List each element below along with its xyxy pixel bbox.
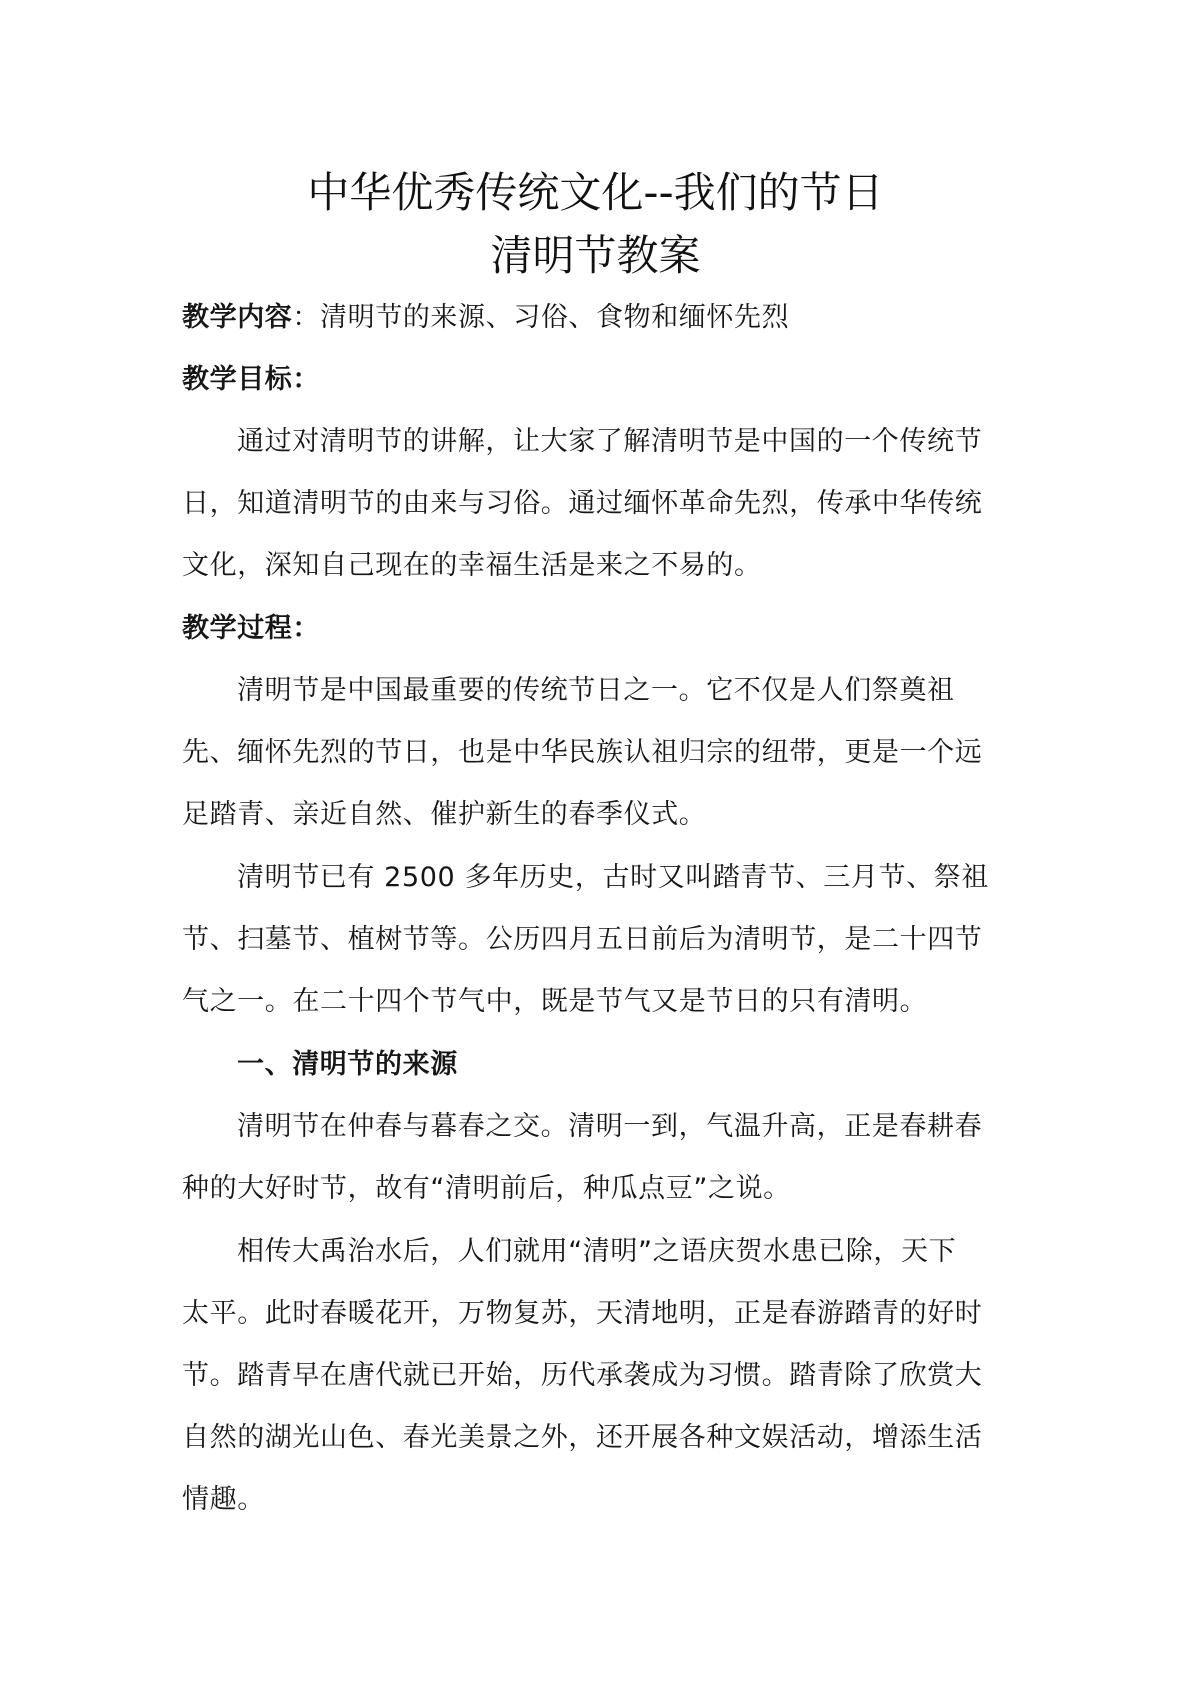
teaching-process-section bbox=[182, 598, 1014, 660]
paragraph-line: 气之一。在二十四个节气中，既是节气又是节日的只有清明。 bbox=[182, 986, 928, 1017]
paragraph-line: 文化，深知自己现在的幸福生活是来之不易的。 bbox=[182, 550, 762, 581]
teaching-goal-paragraph bbox=[182, 411, 1014, 597]
teaching-process-heading: 教学过程： bbox=[182, 613, 320, 644]
teaching-content-label: 教学内容 bbox=[182, 302, 293, 333]
process-paragraph-1 bbox=[182, 660, 1014, 846]
paragraph-line: 节、扫墓节、植树节等。公历四月五日前后为清明节，是二十四节 bbox=[182, 924, 983, 955]
origin-paragraph-1 bbox=[182, 1096, 1014, 1220]
section-origin bbox=[182, 1034, 1014, 1096]
paragraph-line: 清明节已有 2500 多年历史，古时又叫踏青节、三月节、祭祖 bbox=[237, 862, 989, 893]
paragraph-line: 先、缅怀先烈的节日，也是中华民族认祖归宗的纽带，更是一个远 bbox=[182, 737, 983, 768]
section-origin-heading: 一、清明节的来源 bbox=[237, 1049, 458, 1080]
paragraph-line: 清明节在仲春与暮春之交。清明一到，气温升高，正是春耕春 bbox=[237, 1111, 983, 1142]
teaching-content-text: 清明节的来源、习俗、食物和缅怀先烈 bbox=[320, 302, 790, 333]
paragraph-line: 足踏青、亲近自然、催护新生的春季仪式。 bbox=[182, 799, 707, 830]
paragraph-line: 种的大好时节，故有“清明前后，种瓜点豆”之说。 bbox=[182, 1173, 791, 1204]
document-title-line1: 中华优秀传统文化--我们的节日 bbox=[307, 168, 884, 217]
teaching-content-colon: ： bbox=[292, 302, 321, 333]
paragraph-line: 清明节是中国最重要的传统节日之一。它不仅是人们祭奠祖 bbox=[237, 675, 955, 706]
paragraph-line: 自然的湖光山色、春光美景之外，还开展各种文娱活动，增添生活 bbox=[182, 1422, 983, 1453]
teaching-content bbox=[182, 287, 1014, 349]
paragraph-line: 节。踏青早在唐代就已开始，历代承袭成为习惯。踏青除了欣赏大 bbox=[182, 1360, 983, 1391]
paragraph-line: 日，知道清明节的由来与习俗。通过缅怀革命先烈，传承中华传统 bbox=[182, 488, 983, 519]
paragraph-line: 相传大禹治水后，人们就用“清明”之语庆贺水患已除，天下 bbox=[237, 1236, 957, 1267]
document-title-line2: 清明节教案 bbox=[490, 231, 701, 280]
origin-paragraph-2 bbox=[182, 1221, 1014, 1531]
paragraph-line: 情趣。 bbox=[182, 1484, 265, 1515]
process-paragraph-2 bbox=[182, 847, 1014, 1033]
paragraph-line: 太平。此时春暖花开，万物复苏，天清地明，正是春游踏青的好时 bbox=[182, 1298, 983, 1329]
teaching-goal-heading: 教学目标： bbox=[182, 364, 320, 395]
teaching-goal-section bbox=[182, 349, 1014, 411]
paragraph-line: 通过对清明节的讲解，让大家了解清明节是中国的一个传统节 bbox=[237, 426, 983, 457]
